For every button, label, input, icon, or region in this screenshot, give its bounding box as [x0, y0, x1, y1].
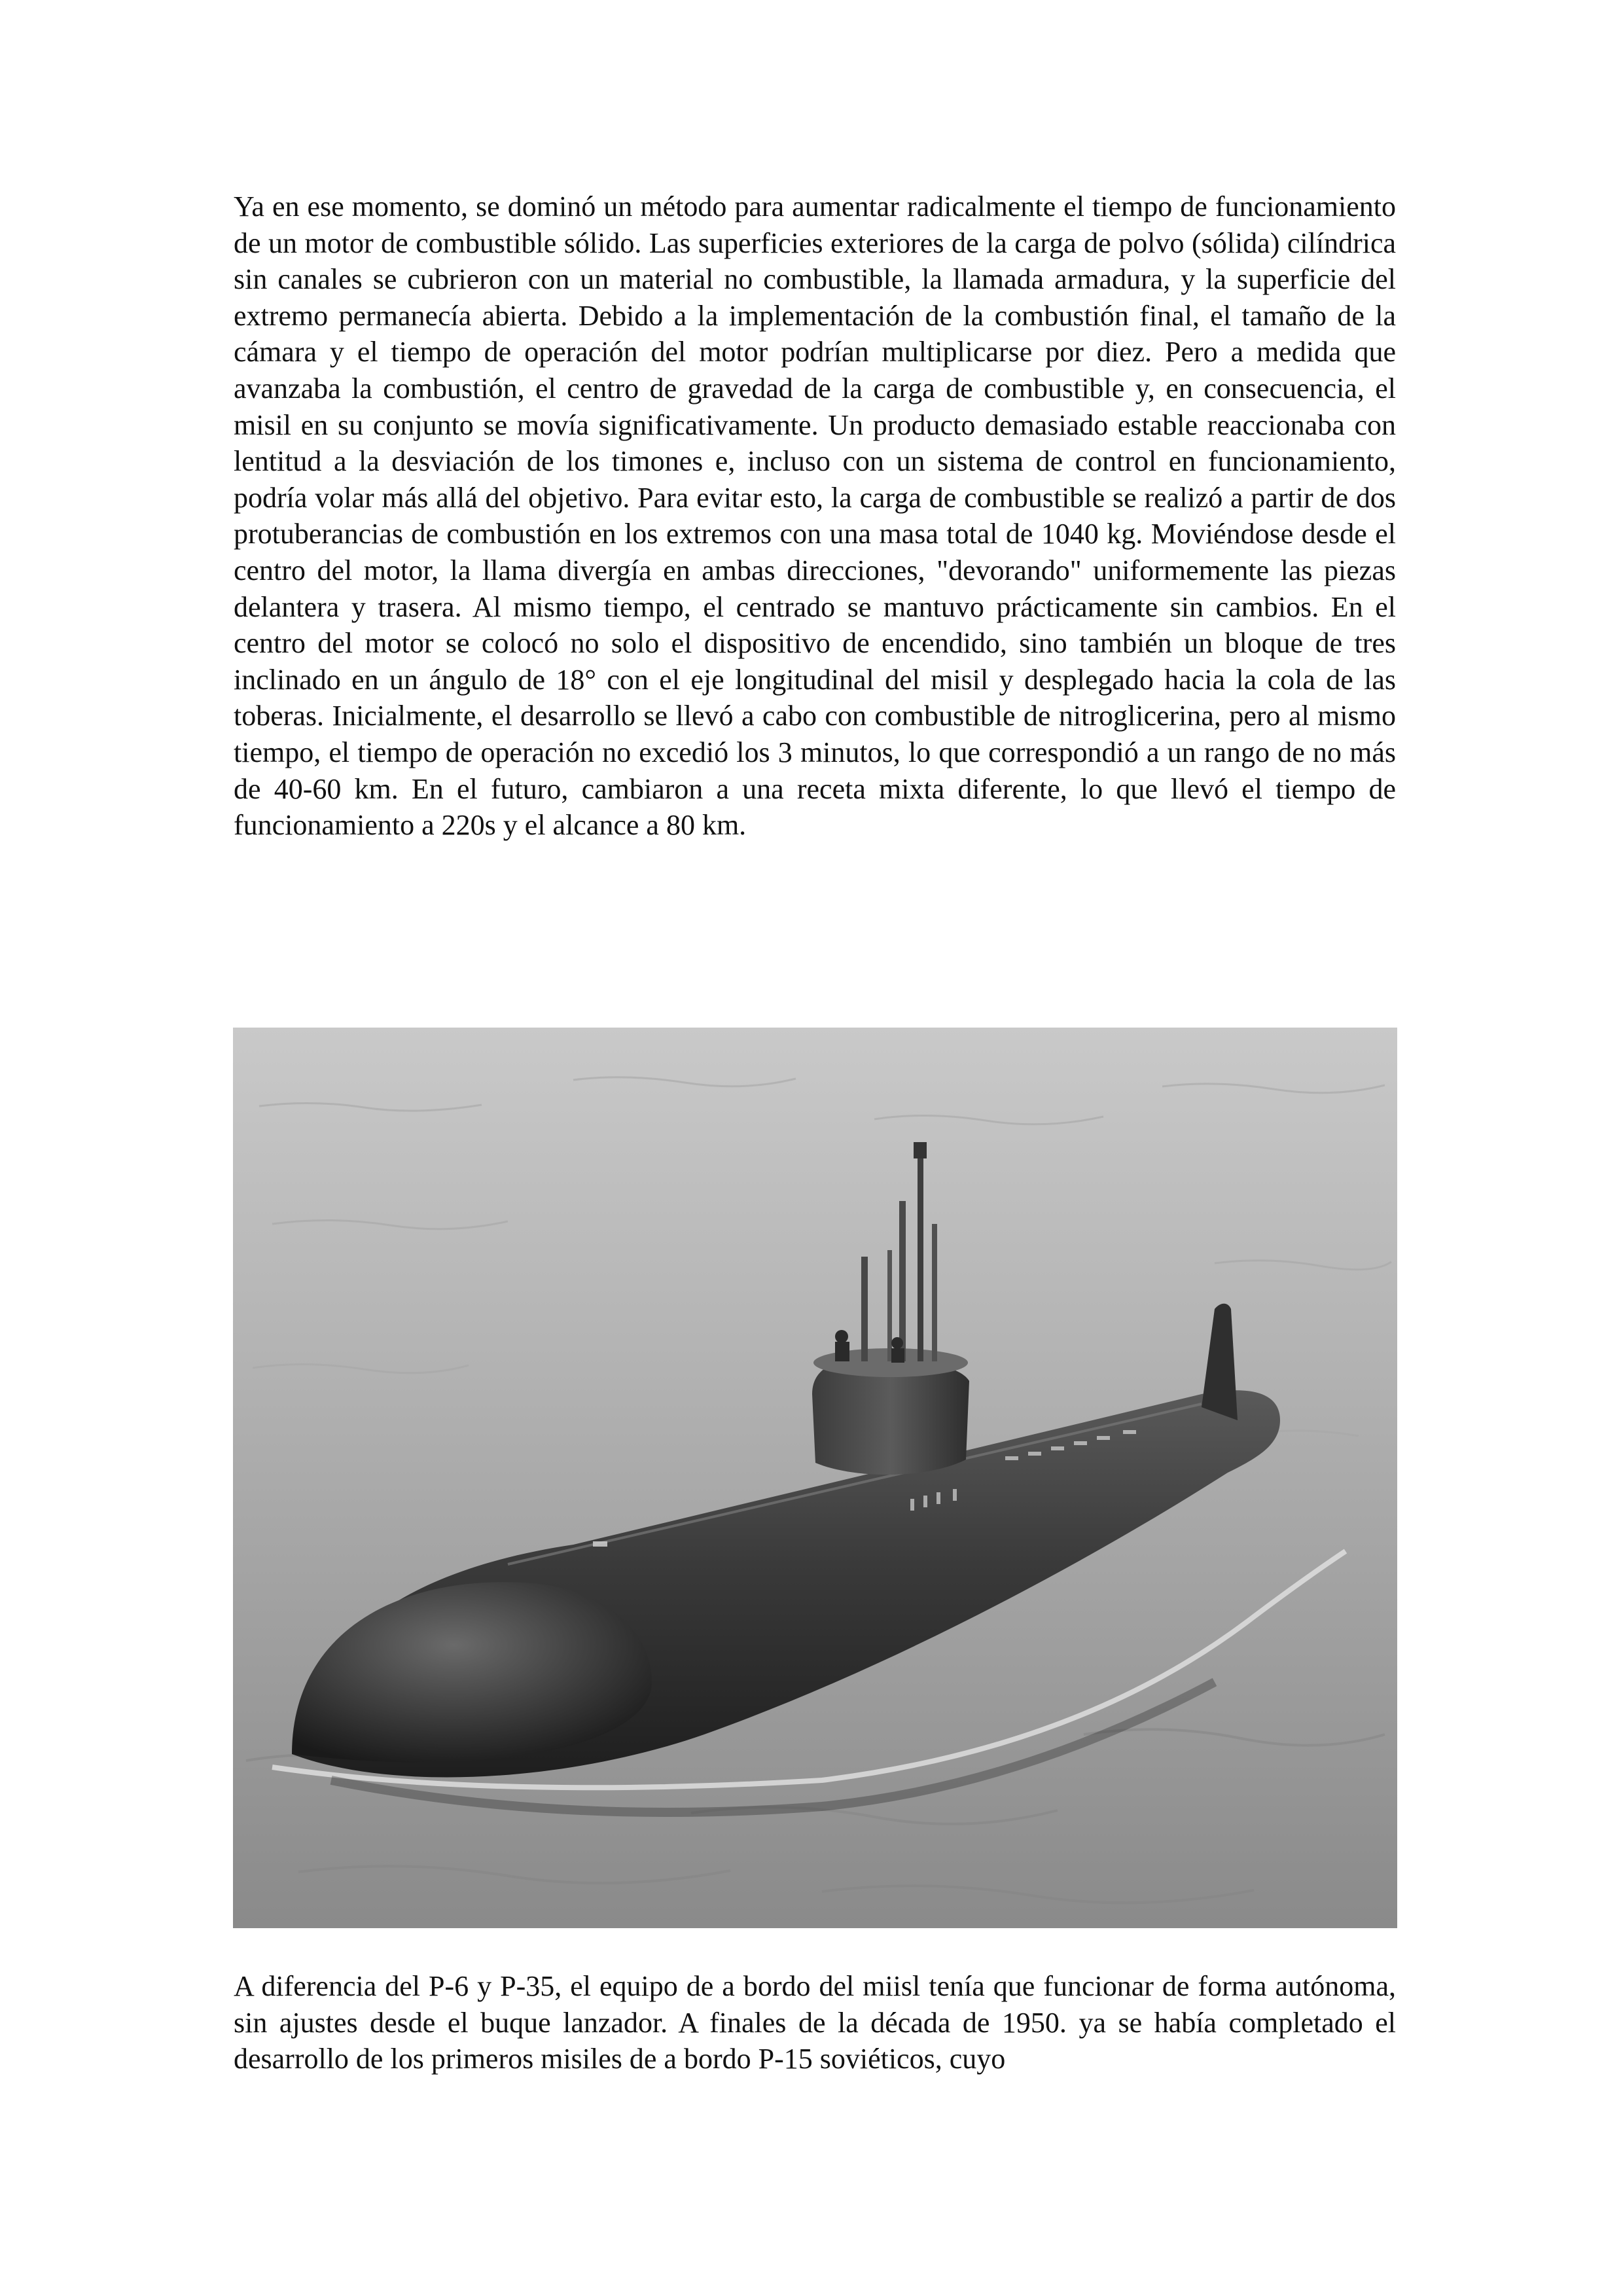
body-paragraph-1: Ya en ese momento, se dominó un método para aumentar radicalmente el tiempo de funcionamiento de un motor de combustible sólido. Las superficies exteriores de la carga de polvo (sólida) cilíndrica sin canales se cubrieron con un material no combustible, la llamada armadura, y la superficie del extremo permanecía abierta. Debido a la implementación de la combustión final, el tamaño de la cámara y el tiempo de operación del motor podrían multiplicarse por diez. Pero a medida que avanzaba la combustión, el centro de gravedad de la carga de combustible y, en consecuencia, el misil en su conjunto se movía significativamente. Un producto demasiado estable reaccionaba con lentitud a la desviación de los timones e, incluso con un sistema de control en funcionamiento, podría volar más allá del objetivo. Para evitar esto, la carga de combustible se realizó a partir de dos protuberancias de combustión en los extremos con una masa total de 1040 kg. Moviéndose desde el centro del motor, la llama divergía en ambas direcciones, "devorando" uniformemente las piezas delantera y trasera. Al mismo tiempo, el centrado se mantuvo prácticamente sin cambios. En el centro del motor se colocó no solo el dispositivo de encendido, sino también un bloque de tres inclinado en un ángulo de 18° con el eje longitudinal del misil y desplegado hacia la cola de las toberas. Inicialmente, el desarrollo se llevó a cabo con combustible de nitroglicerina, pero al mismo tiempo, el tiempo de operación no excedió los 3 minutos, lo que correspondió a un rango de no más de 40-60 km. En el futuro, cambiaron a una receta mixta diferente, lo que llevó el tiempo de funcionamiento a 220s y el alcance a 80 km. [234, 190, 1396, 842]
body-paragraph-2: A diferencia del P-6 y P-35, el equipo de a bordo del miisl tenía que funcionar de forma autónoma, sin ajustes desde el buque lanzador. A finales de la década de 1950. ya se había completado el desarrollo de los primeros misiles de a bordo P-15 soviéticos, cuyo [234, 1970, 1396, 2075]
submarine-photo [233, 1028, 1397, 1928]
